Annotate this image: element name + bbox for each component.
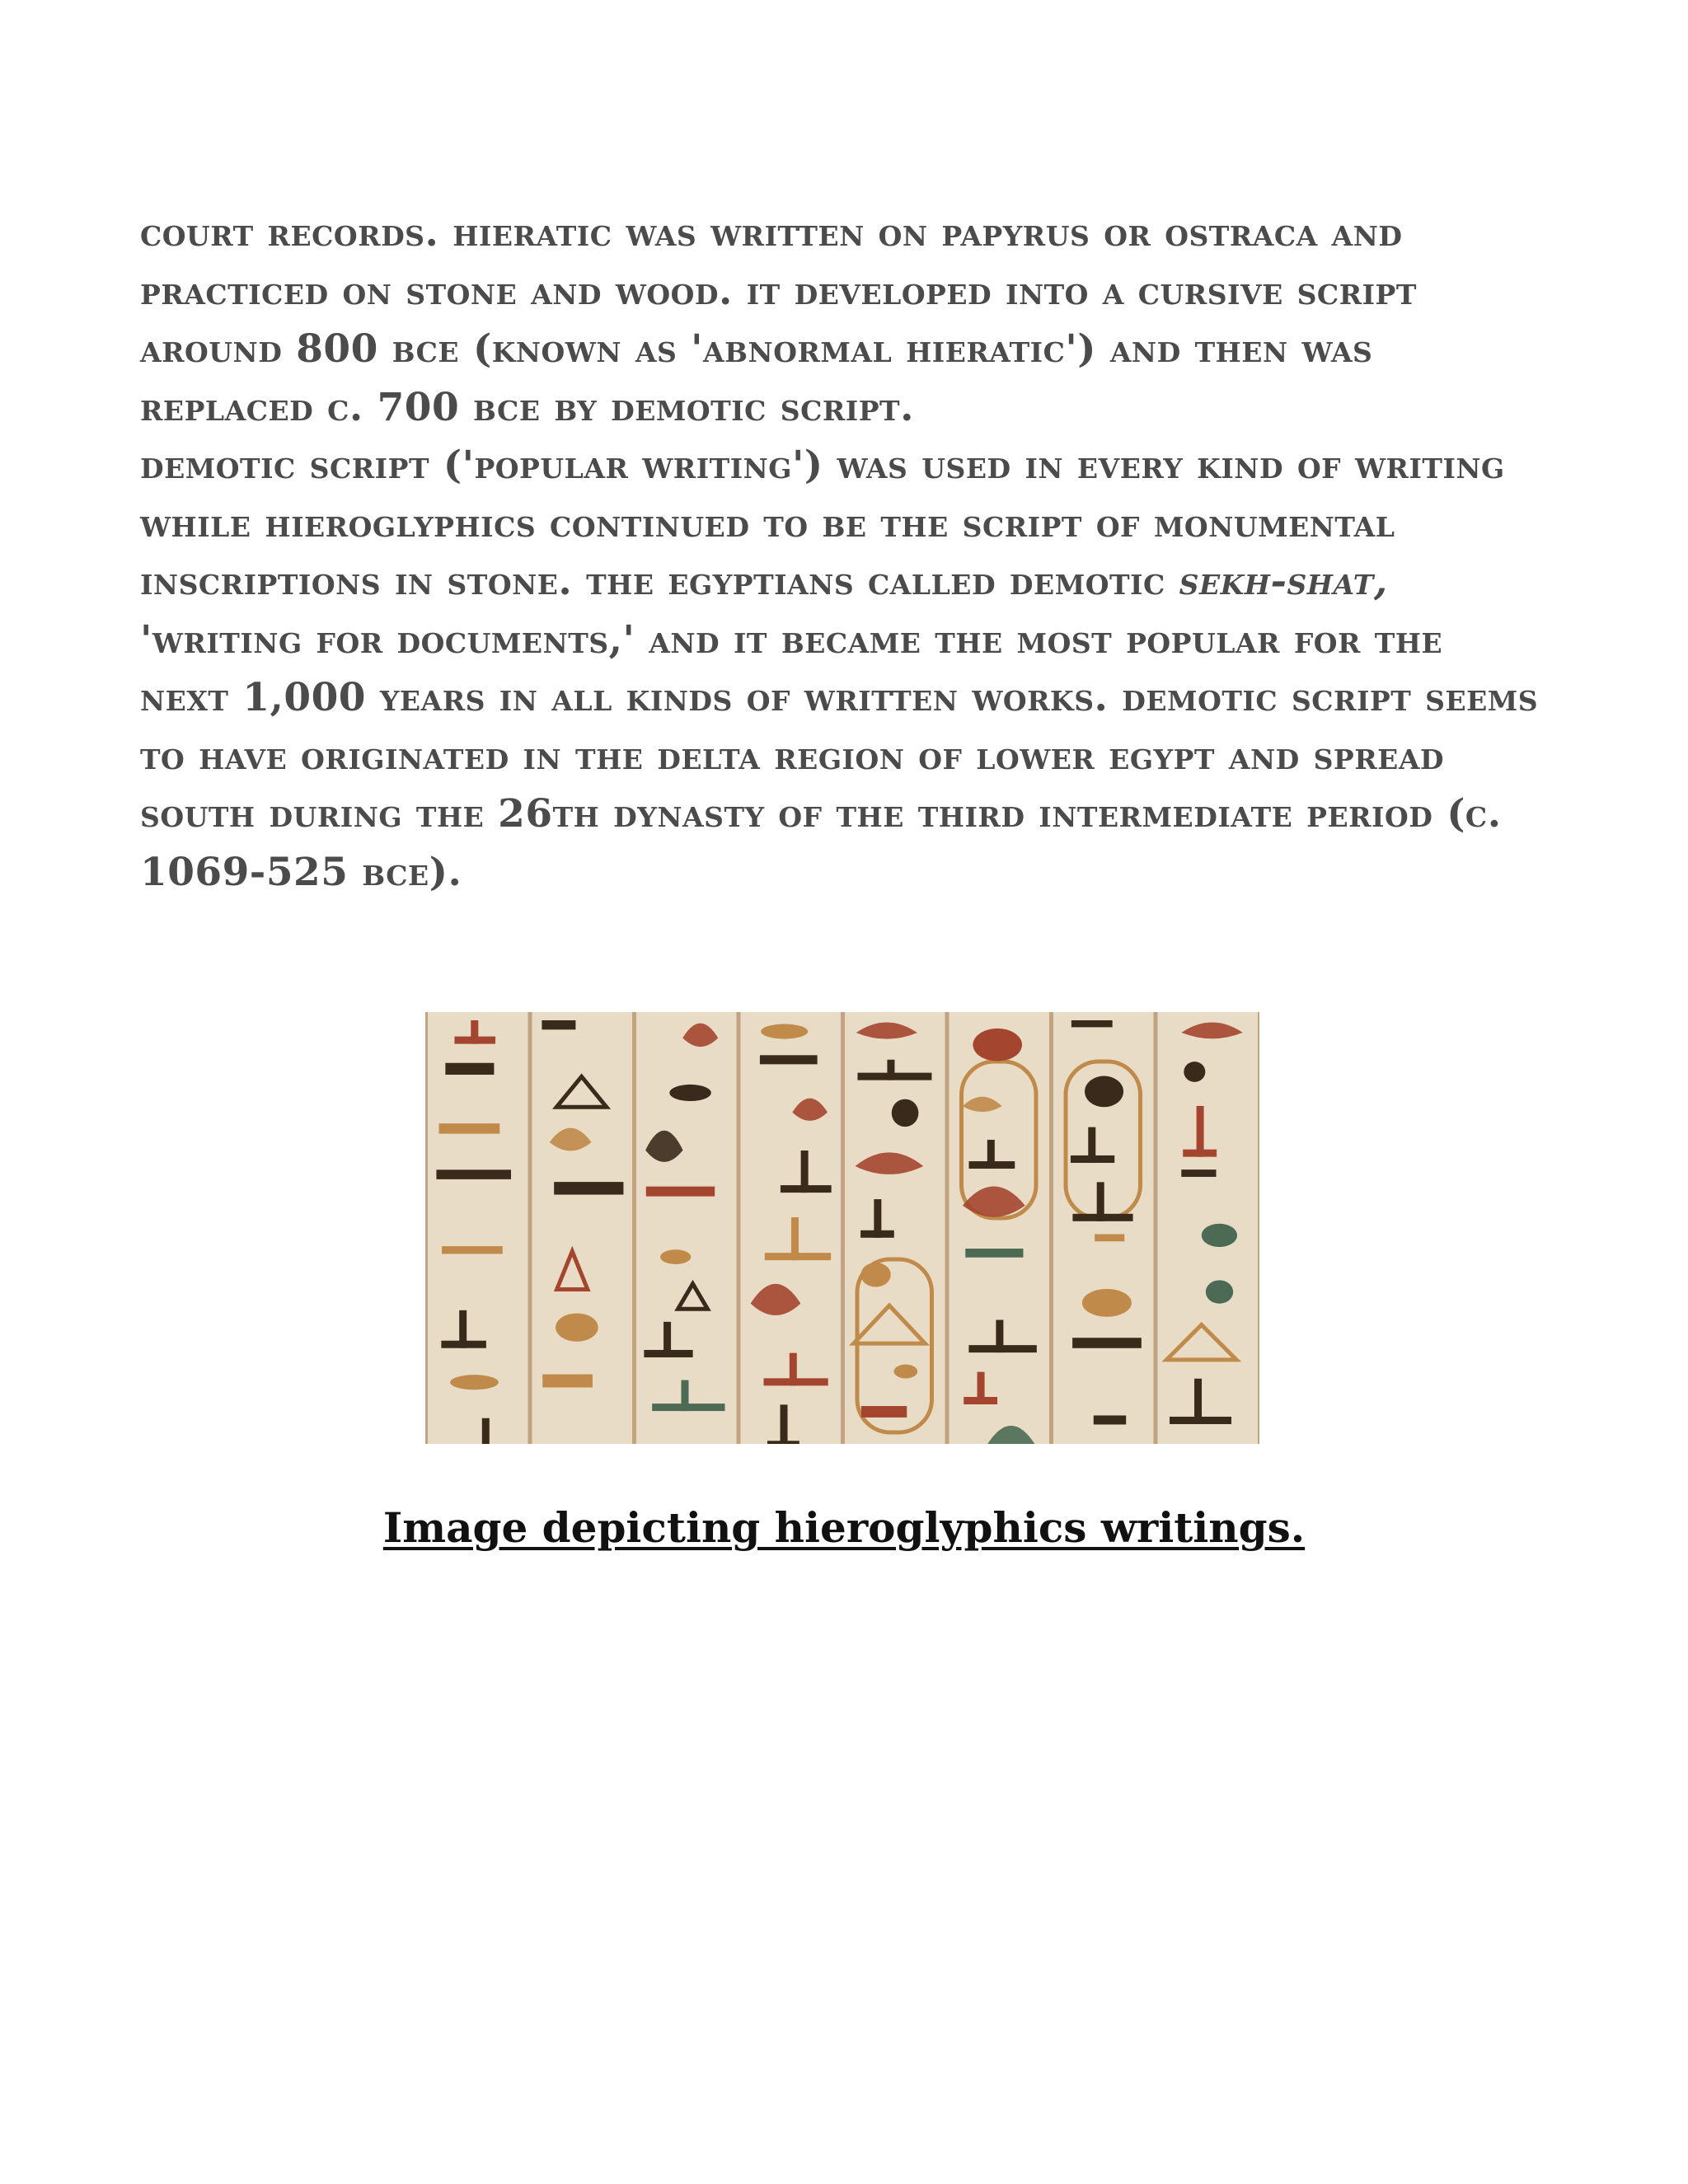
glyph-base — [860, 1230, 894, 1238]
glyph-bar — [965, 1249, 1023, 1258]
column-divider — [425, 1012, 428, 1444]
glyph-base — [857, 1073, 931, 1080]
column-divider — [1049, 1012, 1053, 1444]
sekh-shat-term: sekh-shat, — [1179, 559, 1388, 604]
glyph-base — [969, 1161, 1015, 1169]
column-divider — [1258, 1012, 1259, 1444]
image-caption: Image depicting hieroglyphics writings. — [382, 1503, 1306, 1552]
glyph-oval — [1202, 1224, 1237, 1247]
glyph-base — [1170, 1417, 1231, 1424]
glyph-stroke — [482, 1418, 490, 1444]
glyph-bar — [1071, 1020, 1113, 1027]
glyph-bar — [1181, 1169, 1216, 1177]
paragraph-demotic-part-2: 'writing for documents,' and it became the most popular for the next 1,000 years in all kinds of written works. demotic script seems to have originated in the delta region of lower egypt and spread south during the 26th dynasty of the third intermediate period (c. 1069-525 bce). — [140, 616, 1539, 895]
glyph-bar — [542, 1020, 575, 1029]
glyph-oval — [973, 1029, 1022, 1062]
glyph-bar — [442, 1246, 503, 1254]
glyph-oval — [1082, 1289, 1132, 1317]
glyph-base — [1183, 1150, 1217, 1157]
glyph-base — [1072, 1214, 1132, 1221]
column-divider — [737, 1012, 741, 1444]
glyph-base — [764, 1378, 828, 1385]
glyph-base — [781, 1185, 832, 1193]
glyph-oval — [761, 1024, 808, 1039]
column-divider — [528, 1012, 532, 1444]
glyph-bar — [542, 1375, 593, 1388]
hieroglyphics-image — [425, 1012, 1259, 1444]
glyph-bar — [436, 1169, 511, 1179]
glyph-oval — [660, 1249, 691, 1264]
glyph-oval — [860, 1263, 890, 1287]
glyph-bar — [554, 1182, 623, 1194]
glyph-bar — [445, 1063, 494, 1075]
paragraph-demotic — [140, 437, 1541, 902]
glyph-base — [652, 1404, 724, 1411]
paragraph-demotic-part-1: demotic script ('popular writing') was used in every kind of writing while hieroglyphics continued to be the script of monumental inscriptions in stone. the egyptians called demotic — [140, 443, 1505, 604]
glyph-bar — [1095, 1234, 1124, 1241]
column-divider — [632, 1012, 636, 1444]
glyph-base — [964, 1397, 997, 1404]
glyph-bar — [646, 1187, 715, 1197]
column-divider — [841, 1012, 845, 1444]
glyph-oval — [450, 1375, 499, 1390]
glyph-base — [968, 1345, 1036, 1352]
glyph-base — [1071, 1155, 1114, 1163]
glyph-bar — [1072, 1338, 1142, 1348]
glyph-oval — [1184, 1062, 1205, 1082]
hieroglyphics-illustration — [425, 1012, 1259, 1444]
paragraph-hieratic: court records. hieratic was written on papyrus or ostraca and practiced on stone and wood. it developed into a cursive script around 800 bce (known as 'abnormal hieratic') and then was replaced c. 700 bce by demotic script. — [140, 210, 1417, 430]
glyph-bar — [861, 1406, 907, 1418]
glyph-oval — [892, 1099, 919, 1127]
glyph-bar — [1094, 1415, 1126, 1424]
glyph-base — [644, 1350, 692, 1357]
glyph-stroke — [1197, 1106, 1204, 1157]
glyph-oval — [1085, 1076, 1123, 1108]
glyph-base — [454, 1037, 495, 1044]
glyph-stroke — [781, 1404, 788, 1444]
glyph-base — [767, 1441, 799, 1444]
glyph-bar — [439, 1123, 500, 1133]
glyph-oval — [893, 1365, 917, 1379]
glyph-base — [765, 1253, 831, 1260]
glyph-oval — [556, 1313, 598, 1341]
glyph-oval — [1206, 1280, 1233, 1303]
glyph-oval — [669, 1085, 710, 1101]
glyph-base — [441, 1341, 486, 1348]
column-divider — [1154, 1012, 1158, 1444]
glyph-bar — [760, 1055, 818, 1064]
column-divider — [945, 1012, 950, 1444]
body-text — [140, 204, 1541, 902]
